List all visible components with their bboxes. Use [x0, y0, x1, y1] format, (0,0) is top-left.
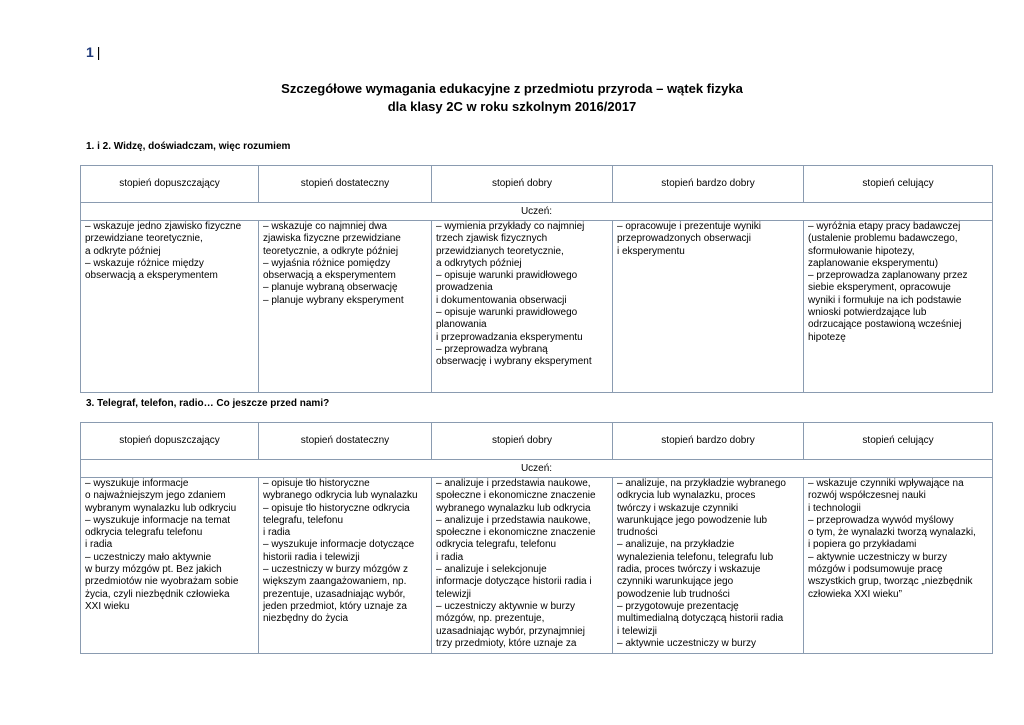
- uczen-label: Uczeń:: [81, 460, 993, 478]
- cell-text-line: – wskazuje jedno zjawisko fizyczne: [85, 221, 242, 232]
- cell-text-line: powodzenie lub trudności: [617, 588, 730, 600]
- column-header: stopień dopuszczający: [81, 166, 259, 203]
- cell-text-line: przewidzianych teoretycznie,: [436, 245, 564, 257]
- cell-text-line: i technologii: [808, 502, 861, 514]
- cell-text-line: w burzy mózgów pt. Bez jakich: [85, 564, 222, 576]
- table-cell: [613, 221, 804, 393]
- cell-text-line: (ustalenie problemu badawczego,: [808, 233, 958, 245]
- cell-text-line: odkrycia telegrafu, telefonu: [436, 539, 557, 551]
- cell-text-line: teoretycznie, a odkryte później: [263, 245, 399, 257]
- cell-text-line: uzasadniając wybór, przynajmniej: [436, 625, 585, 637]
- table-cell: [613, 478, 804, 654]
- table-cell: [432, 221, 613, 393]
- cell-text-line: – przeprowadza wywód myślowy: [808, 514, 954, 526]
- cell-text-line: a odkryte później: [85, 245, 161, 257]
- cell-text-line: sformułowanie hipotezy,: [808, 245, 915, 257]
- cell-text-line: – wymienia przykłady co najmniej: [436, 221, 585, 232]
- cell-text-line: multimedialną dotyczącą historii radia: [617, 613, 784, 625]
- cell-text-line: XXI wieku: [85, 600, 130, 612]
- cell-text-line: rozwój współczesnej nauki: [808, 490, 926, 502]
- cell-text-line: mózgów i podsumowuje pracę: [808, 564, 943, 576]
- cell-text-line: obserwację i wybrany eksperyment: [436, 356, 592, 368]
- cell-text-line: – uczestniczy mało aktywnie: [85, 551, 212, 563]
- document-title-line1: Szczegółowe wymagania edukacyjne z przedmiotu przyroda – wątek fizyka: [281, 81, 743, 96]
- cell-text-line: – analizuje i przedstawia naukowe,: [436, 514, 591, 526]
- cell-text-line: i eksperymentu: [617, 245, 685, 257]
- requirements-table-2: [80, 422, 993, 654]
- cell-text-line: – opisuje tło historyczne: [263, 478, 370, 489]
- cell-text-line: życia, czyli niezbędnik człowieka: [85, 588, 230, 600]
- cell-text-line: o najważniejszym jego zdaniem: [85, 490, 226, 502]
- cell-text-line: – uczestniczy aktywnie w burzy: [436, 600, 575, 612]
- table-cell: [259, 478, 432, 654]
- cell-text-line: niezbędny do życia: [263, 613, 349, 625]
- cell-text-line: informacje dotyczące historii radia i: [436, 576, 592, 588]
- cell-text-line: – przygotowuje prezentację: [617, 600, 739, 612]
- column-header: stopień celujący: [804, 166, 993, 203]
- cell-text-line: – planuje wybraną obserwację: [263, 282, 398, 294]
- cell-text-line: prezentuje, uzasadniając wybór,: [263, 588, 406, 600]
- cell-text-line: telegrafu, telefonu: [263, 514, 344, 526]
- cell-text-line: – wskazuje co najmniej dwa: [263, 221, 387, 232]
- cell-text-line: społeczne i ekonomiczne znaczenie: [436, 490, 596, 502]
- cell-text-line: wszystkich grup, tworząc „niezbędnik: [808, 576, 973, 588]
- cell-text-line: mózgów, np. prezentuje,: [436, 613, 545, 625]
- cell-text-line: zaplanowanie eksperymentu): [808, 257, 939, 269]
- section1-heading: 1. i 2. Widzę, doświadczam, więc rozumiem: [86, 141, 291, 152]
- cell-text-line: przedmiotów nie wyobrażam sobie: [85, 576, 239, 588]
- cell-text-line: zjawiska fizyczne przewidziane: [263, 233, 401, 245]
- cell-text-line: a odkrytych później: [436, 257, 522, 269]
- cell-text-line: prowadzenia: [436, 282, 493, 294]
- cell-text-line: – wyszukuje informacje dotyczące: [263, 539, 415, 551]
- cell-text-line: – analizuje, na przykładzie: [617, 539, 735, 551]
- column-header: stopień celujący: [804, 423, 993, 460]
- table-cell: [259, 221, 432, 393]
- cell-text-line: – wyjaśnia różnice pomiędzy: [263, 257, 391, 269]
- cell-text-line: historii radia i telewizji: [263, 551, 360, 563]
- cell-text-line: jeden przedmiot, który uznaje za: [263, 600, 407, 612]
- cell-text-line: społeczne i ekonomiczne znaczenie: [436, 527, 596, 539]
- cell-text-line: wyniki i formułuje na ich podstawie: [808, 294, 962, 306]
- table-cell: [81, 478, 259, 654]
- page-number: 1 |: [86, 44, 101, 60]
- uczen-label: Uczeń:: [81, 203, 993, 221]
- cell-text-line: – opisuje warunki prawidłowego: [436, 307, 578, 319]
- column-header: stopień dobry: [432, 166, 613, 203]
- cell-text-line: – opracowuje i prezentuje wyniki: [617, 221, 761, 232]
- table-cell: [804, 221, 993, 393]
- cell-text-line: – analizuje, na przykładzie wybranego: [617, 478, 786, 489]
- requirements-table-1: [80, 165, 993, 393]
- cell-text-line: siebie eksperyment, opracowuje: [808, 282, 951, 294]
- cell-text-line: wynalezienia telefonu, telegrafu lub: [617, 551, 774, 563]
- column-header: stopień bardzo dobry: [613, 166, 804, 203]
- cell-text-line: – przeprowadza zaplanowany przez: [808, 270, 968, 282]
- cell-text-line: – planuje wybrany eksperyment: [263, 294, 404, 306]
- cell-text-line: większym zaangażowaniem, np.: [263, 576, 407, 588]
- cell-text-line: odrzucające postawioną wcześniej: [808, 319, 962, 331]
- cell-text-line: i dokumentowania obserwacji: [436, 294, 567, 306]
- cell-text-line: obserwacją a eksperymentem: [263, 270, 396, 282]
- table-cell: [81, 221, 259, 393]
- cell-text-line: – opisuje warunki prawidłowego: [436, 270, 578, 282]
- cell-text-line: trzy przedmioty, które uznaje za: [436, 637, 577, 649]
- page-separator: |: [96, 44, 101, 60]
- cell-text-line: i telewizji: [617, 625, 658, 637]
- cell-text-line: odkrycia telegrafu telefonu: [85, 527, 203, 539]
- column-header: stopień dobry: [432, 423, 613, 460]
- cell-text-line: trzech zjawisk fizycznych: [436, 233, 548, 245]
- cell-text-line: – wskazuje różnice między: [85, 257, 204, 269]
- cell-text-line: i przeprowadzania eksperymentu: [436, 331, 583, 343]
- table-cell: [432, 478, 613, 654]
- cell-text-line: telewizji: [436, 588, 472, 600]
- cell-text-line: – przeprowadza wybraną: [436, 343, 548, 355]
- cell-text-line: – aktywnie uczestniczy w burzy: [617, 637, 756, 649]
- cell-text-line: i radia: [85, 539, 113, 551]
- cell-text-line: człowieka XXI wieku”: [808, 588, 902, 600]
- cell-text-line: radia, proces twórczy i wskazuje: [617, 564, 761, 576]
- cell-text-line: – aktywnie uczestniczy w burzy: [808, 551, 947, 563]
- cell-text-line: – wyróżnia etapy pracy badawczej: [808, 221, 961, 232]
- table-header-row: [81, 166, 993, 203]
- section2-heading: 3. Telegraf, telefon, radio… Co jeszcze przed nami?: [86, 398, 330, 409]
- cell-text-line: – wyszukuje informacje na temat: [85, 514, 231, 526]
- cell-text-line: – analizuje i selekcjonuje: [436, 564, 547, 576]
- column-header: stopień bardzo dobry: [613, 423, 804, 460]
- cell-text-line: trudności: [617, 527, 658, 539]
- column-header: stopień dopuszczający: [81, 423, 259, 460]
- cell-text-line: i radia: [263, 527, 291, 539]
- cell-text-line: – uczestniczy w burzy mózgów z: [263, 564, 409, 576]
- cell-text-line: wybranym wynalazku lub odkryciu: [85, 502, 237, 514]
- cell-text-line: – opisuje tło historyczne odkrycia: [263, 502, 410, 514]
- cell-text-line: wnioski potwierdzające lub: [808, 307, 927, 319]
- cell-text-line: obserwacją a eksperymentem: [85, 270, 218, 282]
- cell-text-line: planowania: [436, 319, 487, 331]
- cell-text-line: – analizuje i przedstawia naukowe,: [436, 478, 591, 489]
- table-header-row: [81, 423, 993, 460]
- column-header: stopień dostateczny: [259, 166, 432, 203]
- cell-text-line: hipotezę: [808, 331, 846, 343]
- cell-text-line: – wyszukuje informacje: [85, 478, 189, 489]
- cell-text-line: przeprowadzonych obserwacji: [617, 233, 751, 245]
- column-header: stopień dostateczny: [259, 423, 432, 460]
- cell-text-line: warunkujące jego powodzenie lub: [617, 514, 768, 526]
- table-cell: [804, 478, 993, 654]
- cell-text-line: przewidziane teoretycznie,: [85, 233, 203, 245]
- cell-text-line: odkrycia lub wynalazku, proces: [617, 490, 756, 502]
- cell-text-line: i radia: [436, 551, 464, 563]
- cell-text-line: i popiera go przykładami: [808, 539, 917, 551]
- cell-text-line: – wskazuje czynniki wpływające na: [808, 478, 964, 489]
- cell-text-line: o tym, że wynalazki tworzą wynalazki,: [808, 527, 976, 539]
- cell-text-line: czynniki warunkujące jego: [617, 576, 734, 588]
- document-title-line2: dla klasy 2C w roku szkolnym 2016/2017: [387, 99, 637, 114]
- cell-text-line: wybranego wynalazku lub odkrycia: [436, 502, 591, 514]
- cell-text-line: wybranego odkrycia lub wynalazku: [263, 490, 418, 502]
- cell-text-line: twórczy i wskazuje czynniki: [617, 502, 739, 514]
